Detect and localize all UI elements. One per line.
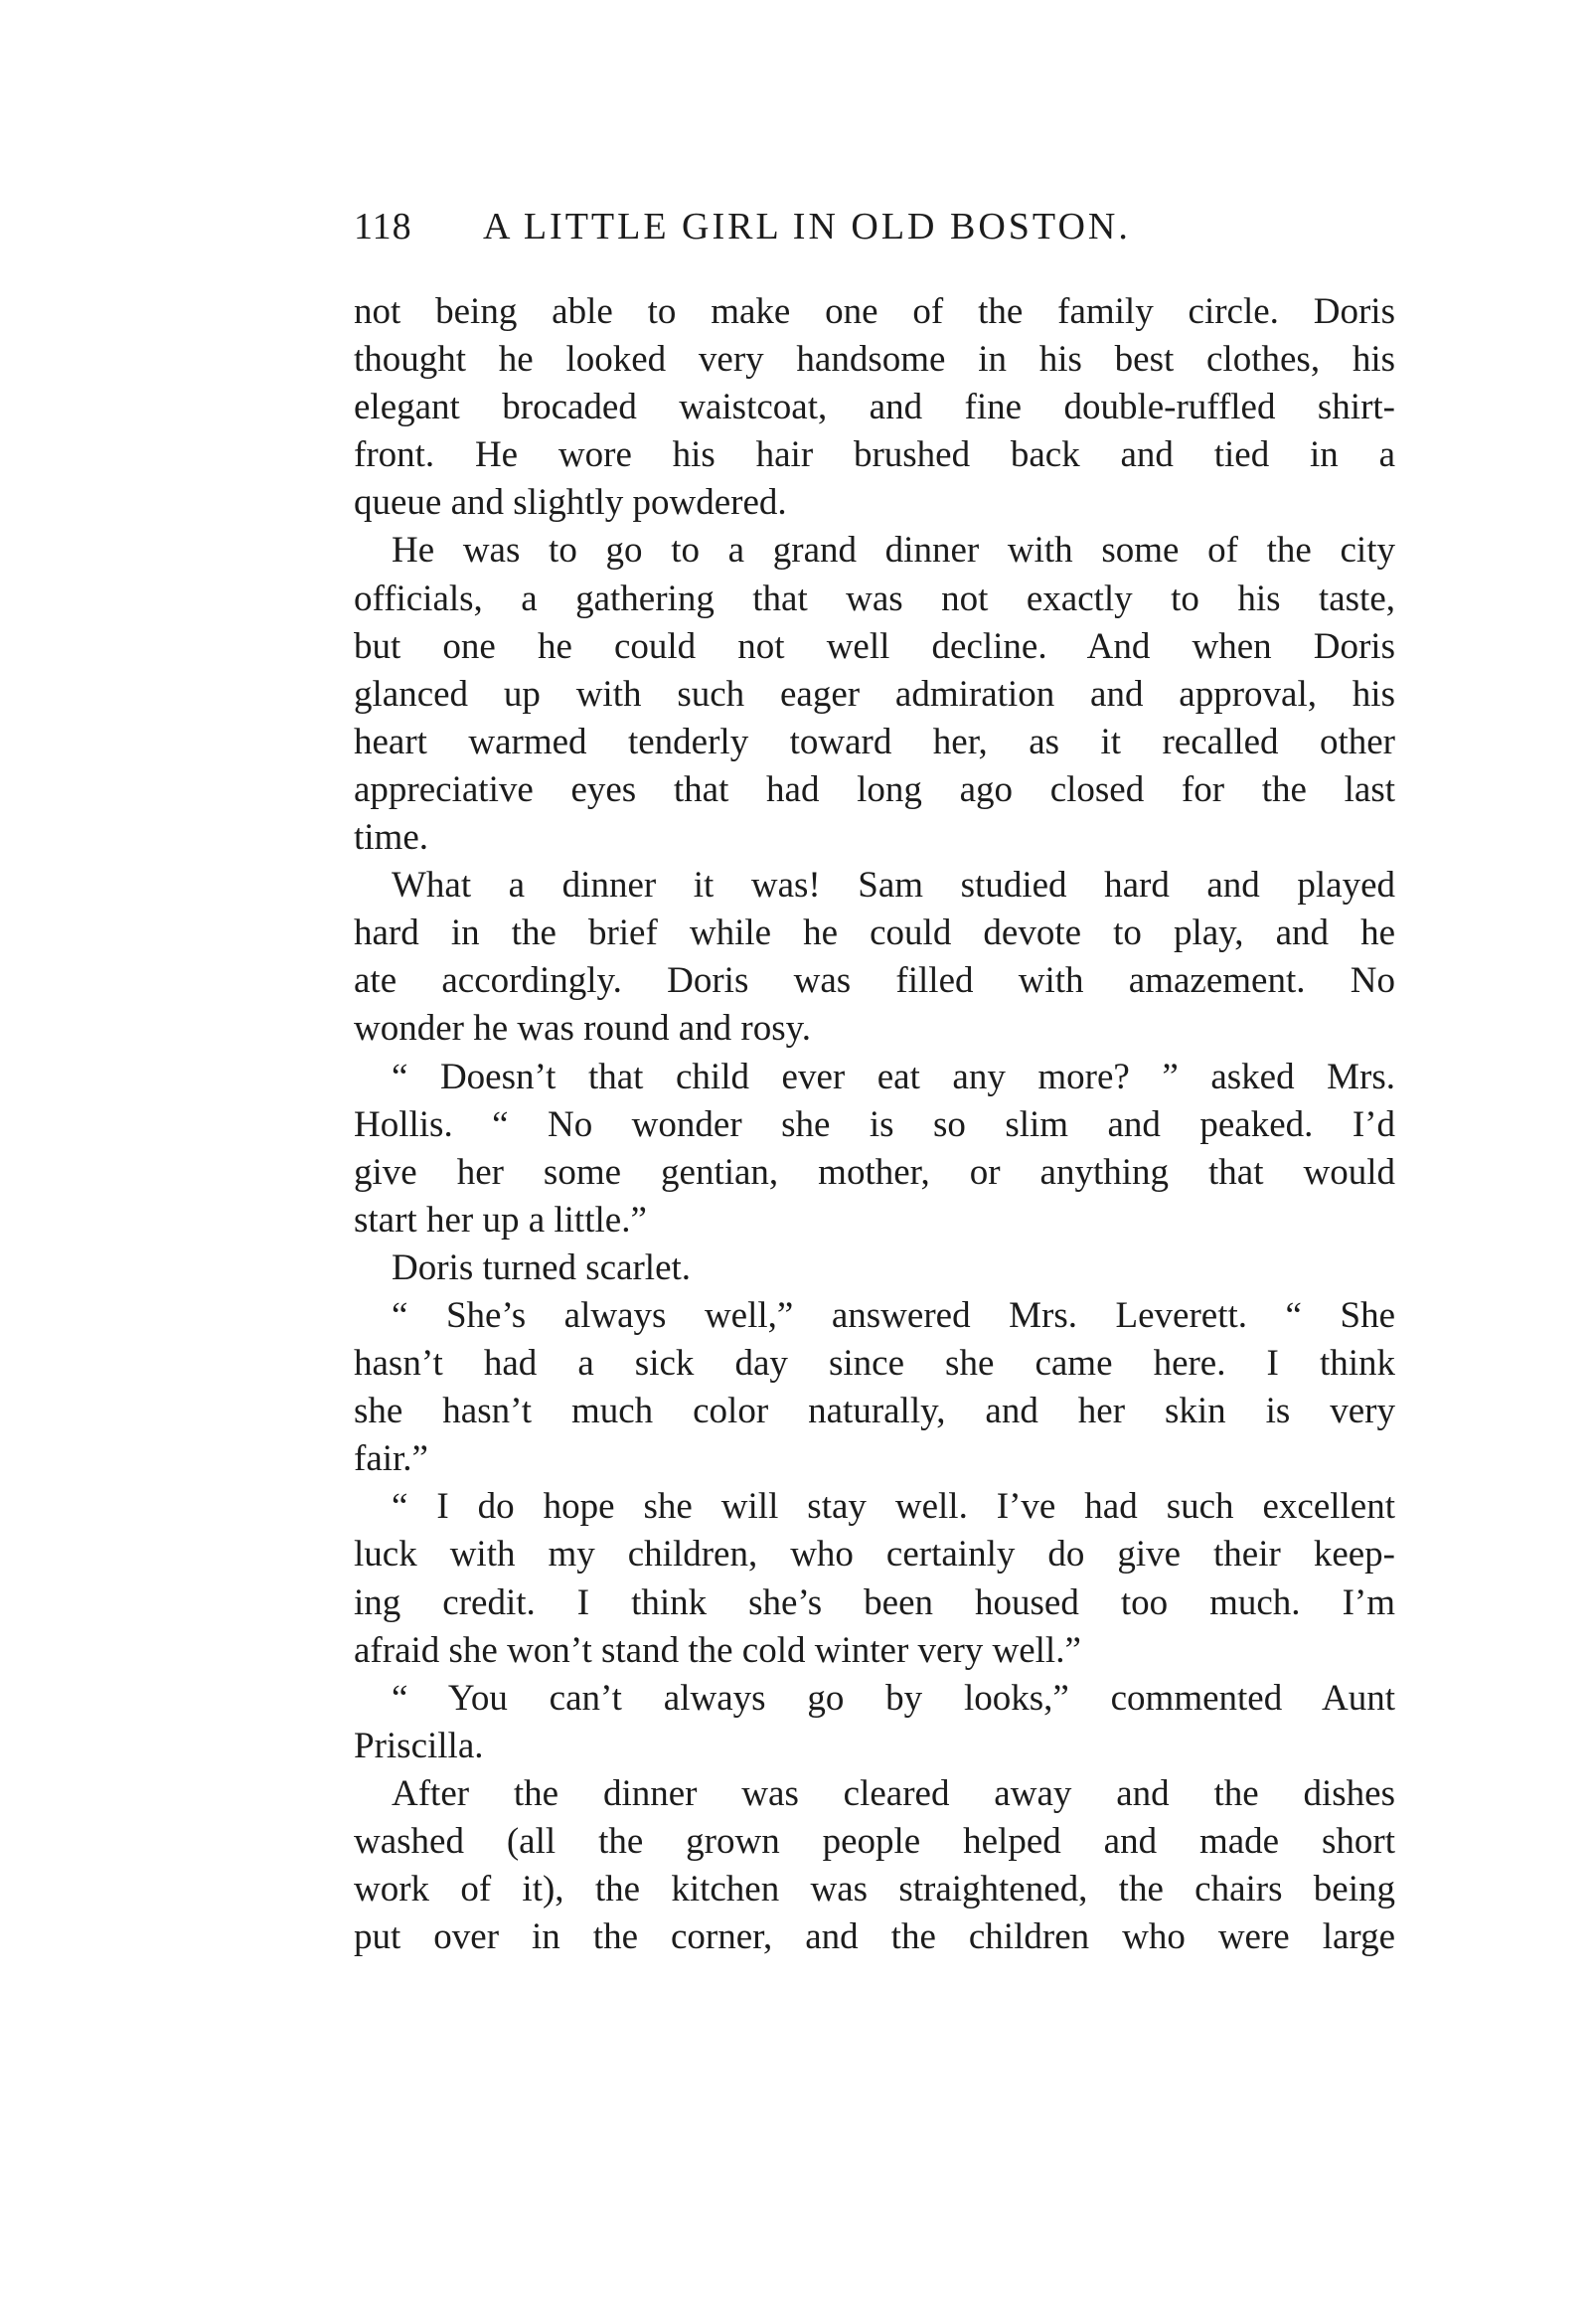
text-line: not being able to make one of the family circle. Doris [354, 291, 1395, 332]
text-line: “ You can’t always go by looks,” commented Aunt [392, 1677, 1395, 1719]
text-line: Hollis. “ No wonder she is so slim and peaked. I’d [354, 1103, 1395, 1145]
text-line: luck with my children, who certainly do give their keep- [354, 1534, 1395, 1576]
text-line: appreciative eyes that had long ago closed for the last [354, 768, 1395, 810]
text-line: put over in the corner, and the children who were large [354, 1916, 1395, 1958]
page-header [354, 205, 1397, 264]
body-text [354, 288, 1395, 1961]
text-line: Priscilla. [354, 1725, 484, 1766]
text-line: He was to go to a grand dinner with some of the city [392, 530, 1395, 572]
text-line: but one he could not well decline. And when Doris [354, 625, 1395, 667]
paragraph [354, 1483, 1395, 1674]
paragraph [354, 1245, 1395, 1292]
paragraph [354, 1770, 1395, 1961]
text-line: elegant brocaded waistcoat, and fine double-ruffled shirt- [354, 387, 1395, 428]
running-title: A LITTLE GIRL IN OLD BOSTON. [483, 206, 1131, 248]
page-number: 118 [354, 206, 412, 248]
text-line: hard in the brief while he could devote to play, and he [354, 913, 1395, 954]
text-line: hasn’t had a sick day since she came here. I think [354, 1343, 1395, 1385]
text-line: “ She’s always well,” answered Mrs. Leverett. “ She [392, 1294, 1395, 1336]
text-line: start her up a little.” [354, 1199, 647, 1241]
paragraph [354, 288, 1395, 527]
text-line: give her some gentian, mother, or anything that would [354, 1151, 1395, 1193]
text-line: What a dinner it was! Sam studied hard and played [392, 865, 1395, 907]
text-line: afraid she won’t stand the cold winter very well.” [354, 1629, 1081, 1671]
paragraph [354, 862, 1395, 1053]
text-line: wonder he was round and rosy. [354, 1008, 811, 1050]
text-line: time. [354, 817, 429, 859]
text-line: “ Doesn’t that child ever eat any more? ” asked Mrs. [392, 1056, 1395, 1097]
text-line: glanced up with such eager admiration and approval, his [354, 673, 1395, 715]
text-line: ate accordingly. Doris was filled with amazement. No [354, 960, 1395, 1002]
text-line: washed (all the grown people helped and made short [354, 1821, 1395, 1862]
text-line: front. He wore his hair brushed back and tied in a [354, 434, 1395, 476]
text-line: After the dinner was cleared away and the dishes [392, 1772, 1395, 1814]
paragraph [354, 527, 1395, 862]
paragraph [354, 1292, 1395, 1483]
text-line: Doris turned scarlet. [392, 1246, 692, 1288]
text-line: queue and slightly powdered. [354, 482, 787, 524]
text-line: work of it), the kitchen was straightened, the chairs being [354, 1869, 1395, 1910]
text-line: heart warmed tenderly toward her, as it recalled other [354, 721, 1395, 762]
text-line: thought he looked very handsome in his best clothes, his [354, 339, 1395, 381]
text-line: she hasn’t much color naturally, and her skin is very [354, 1391, 1395, 1432]
text-line: fair.” [354, 1438, 428, 1480]
paragraph [354, 1054, 1395, 1245]
text-line: ing credit. I think she’s been housed too much. I’m [354, 1581, 1395, 1623]
text-line: “ I do hope she will stay well. I’ve had such excellent [392, 1486, 1395, 1528]
text-line: officials, a gathering that was not exactly to his taste, [354, 578, 1395, 619]
paragraph [354, 1675, 1395, 1770]
